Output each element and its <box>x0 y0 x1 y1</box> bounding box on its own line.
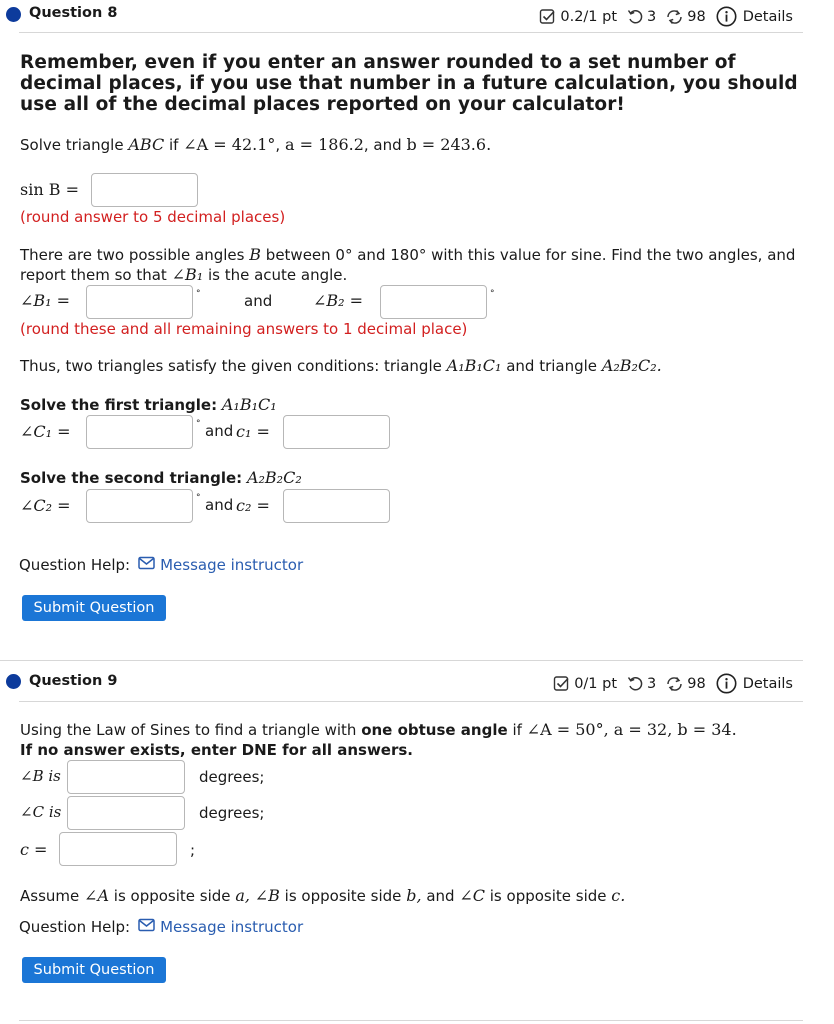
side-c-label: c = <box>20 840 48 859</box>
b2-input[interactable] <box>380 285 487 319</box>
message-instructor-link[interactable] <box>138 918 303 936</box>
question-help <box>19 918 303 936</box>
attempts-icon <box>627 9 643 25</box>
angle-c-input[interactable] <box>67 796 185 830</box>
retries-icon <box>666 676 683 692</box>
c2-side-label: c₂ = <box>236 496 270 515</box>
score-text: 0.2/1 pt <box>560 8 618 25</box>
question-status-dot <box>6 674 21 689</box>
c1-side-input[interactable] <box>283 415 390 449</box>
attempts-count: 3 <box>647 675 657 692</box>
message-instructor-link[interactable] <box>138 556 303 574</box>
degree-symbol: ° <box>490 289 495 299</box>
side-c-semicolon: ; <box>190 841 196 859</box>
question-8-meta <box>539 6 793 27</box>
c-is-label: ∠C is <box>20 803 62 821</box>
c2-side-input[interactable] <box>283 489 390 523</box>
question-9-title: Question 9 <box>29 673 118 689</box>
score-text: 0/1 pt <box>574 675 618 692</box>
info-icon[interactable] <box>716 673 737 694</box>
round-1-hint: (round these and all remaining answers to 1 decimal place) <box>20 320 468 338</box>
question-help-label: Question Help: <box>19 556 131 574</box>
c2-angle-label: ∠C₂ = <box>20 496 71 515</box>
question-status-dot <box>6 7 21 22</box>
b-is-label: ∠B is <box>20 767 61 785</box>
score-check-icon <box>553 675 570 692</box>
q9-prompt: Using the Law of Sines to find a triangle with one obtuse angle if ∠A = 50°, a = 32, b = 34. <box>20 720 737 739</box>
question-help-label: Question Help: <box>19 918 131 936</box>
submit-question-button[interactable]: Submit Question <box>22 957 166 983</box>
mail-icon[interactable] <box>138 556 155 574</box>
first-triangle-heading: Solve the first triangle: A₁B₁C₁ <box>20 395 277 414</box>
message-instructor-text[interactable]: Message instructor <box>160 918 304 936</box>
details-label[interactable]: Details <box>742 8 793 25</box>
question-divider <box>0 660 803 661</box>
c1-angle-label: ∠C₁ = <box>20 422 71 441</box>
question-8-title: Question 8 <box>29 5 118 21</box>
retries-count: 98 <box>687 675 706 692</box>
and-label: and <box>244 292 273 310</box>
angle-b-input[interactable] <box>67 760 185 794</box>
header-divider <box>19 701 803 702</box>
details-label[interactable]: Details <box>742 675 793 692</box>
score-check-icon <box>539 8 556 25</box>
c2-angle-input[interactable] <box>86 489 193 523</box>
sinB-label: sin B = <box>20 180 79 199</box>
b2-label: ∠B₂ = <box>313 291 364 310</box>
side-c-input[interactable] <box>59 832 177 866</box>
round-5-hint: (round answer to 5 decimal places) <box>20 208 286 226</box>
dne-instruction: If no answer exists, enter DNE for all answers. <box>20 741 414 759</box>
submit-question-button[interactable]: Submit Question <box>22 595 166 621</box>
two-angles-text: There are two possible angles B between 0° and 180° with this value for sine. Find the two angles, and report them so that ∠B₁ is the acute angle. <box>20 245 796 284</box>
c2-and: and <box>205 496 234 514</box>
attempts-icon <box>627 676 643 692</box>
attempts-count: 3 <box>647 8 657 25</box>
q8-prompt: Solve triangle ABC if ∠A = 42.1°, a = 186.2, and b = 243.6. <box>20 135 492 154</box>
second-triangle-heading: Solve the second triangle: A₂B₂C₂ <box>20 468 302 487</box>
two-triangles-text: Thus, two triangles satisfy the given conditions: triangle A₁B₁C₁ and triangle A₂B₂C₂. <box>20 356 662 375</box>
question-9-meta <box>553 673 793 694</box>
c-degrees-label: degrees; <box>199 804 265 822</box>
mail-icon[interactable] <box>138 918 155 936</box>
sinB-input[interactable] <box>91 173 198 207</box>
degree-symbol: ° <box>196 289 201 299</box>
b-degrees-label: degrees; <box>199 768 265 786</box>
degree-symbol: ° <box>196 493 201 503</box>
header-divider <box>19 32 803 33</box>
c1-side-label: c₁ = <box>236 422 270 441</box>
b1-input[interactable] <box>86 285 193 319</box>
details-toggle[interactable] <box>716 673 793 694</box>
assume-text: Assume ∠A is opposite side a, ∠B is opposite side b, and ∠C is opposite side c. <box>20 886 626 905</box>
bottom-divider <box>19 1020 803 1021</box>
rounding-note: Remember, even if you enter an answer rounded to a set number of decimal places, if you use that number in a future calculation, you should use all of the decimal places reported on your calculator! <box>20 52 798 115</box>
retries-icon <box>666 9 683 25</box>
c1-angle-input[interactable] <box>86 415 193 449</box>
retries-count: 98 <box>687 8 706 25</box>
details-toggle[interactable] <box>716 6 793 27</box>
question-help <box>19 556 303 574</box>
b1-label: ∠B₁ = <box>20 291 71 310</box>
message-instructor-text[interactable]: Message instructor <box>160 556 304 574</box>
info-icon[interactable] <box>716 6 737 27</box>
c1-and: and <box>205 422 234 440</box>
degree-symbol: ° <box>196 419 201 429</box>
